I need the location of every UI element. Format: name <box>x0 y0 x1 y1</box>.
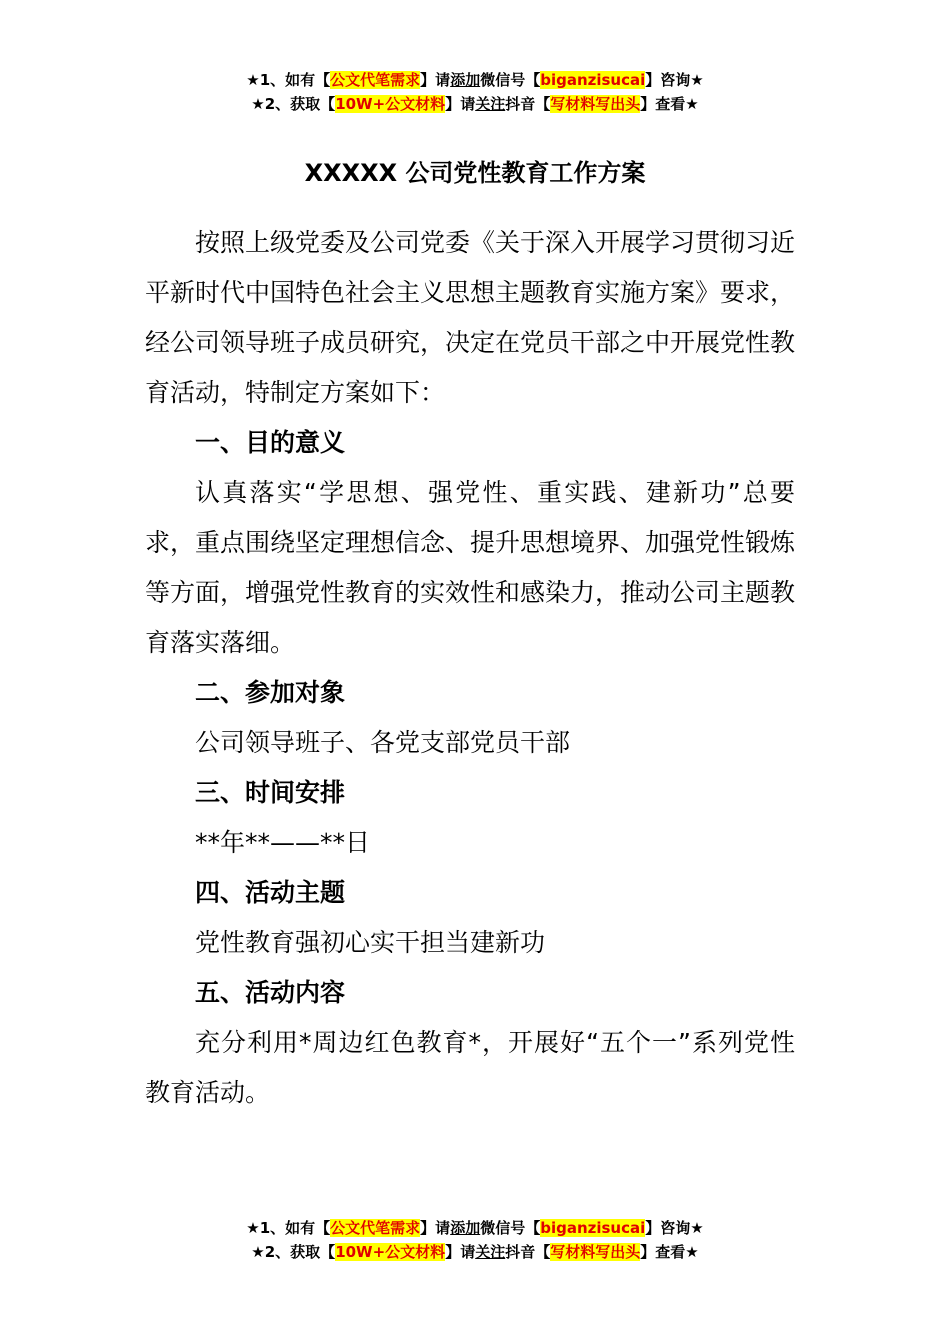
underlined-text: 关注 <box>475 95 506 113</box>
banner-text: 】请 <box>445 95 476 113</box>
banner-line-1 <box>0 68 950 92</box>
banner-text: ★2、获取【 <box>251 1243 336 1261</box>
highlight-materials: 10W+公文材料 <box>335 95 446 113</box>
document-title: XXXXX 公司党性教育工作方案 <box>304 159 646 187</box>
banner-text: 】请 <box>445 1243 476 1261</box>
section-paragraph: 公司领导班子、各党支部党员干部 <box>195 728 571 757</box>
section-heading: 三、时间安排 <box>195 778 346 807</box>
banner-text: 抖音【 <box>505 1243 551 1261</box>
section-paragraph: **年**——**日 <box>195 828 371 857</box>
banner-text: ★1、如有【 <box>246 1219 331 1237</box>
highlight-wechat-id: biganzisucai <box>540 1219 646 1237</box>
document-body <box>145 218 795 1118</box>
highlight-service: 公文代笔需求 <box>330 1219 421 1237</box>
underlined-text: 添加 <box>450 1219 481 1237</box>
banner-text: 】咨询★ <box>645 71 704 89</box>
banner-text: 】查看★ <box>640 1243 699 1261</box>
highlight-materials: 10W+公文材料 <box>335 1243 446 1261</box>
section-paragraph: 充分利用*周边红色教育*，开展好“五个一”系列党性教育活动。 <box>145 1028 795 1107</box>
highlight-service: 公文代笔需求 <box>330 71 421 89</box>
highlight-douyin-account: 写材料写出头 <box>550 1243 641 1261</box>
section-heading: 二、参加对象 <box>195 678 346 707</box>
banner-line-1 <box>0 1216 950 1240</box>
banner-text: 微信号【 <box>480 1219 541 1237</box>
highlight-wechat-id: biganzisucai <box>540 71 646 89</box>
banner-text: 】咨询★ <box>645 1219 704 1237</box>
section-heading: 四、活动主题 <box>195 878 346 907</box>
intro-paragraph: 按照上级党委及公司党委《关于深入开展学习贯彻习近平新时代中国特色社会主义思想主题教育实施方案》要求，经公司领导班子成员研究，决定在党员干部之中开展党性教育活动，特制定方案如下： <box>145 228 796 407</box>
section-heading: 五、活动内容 <box>195 978 346 1007</box>
banner-text: ★1、如有【 <box>246 71 331 89</box>
highlight-douyin-account: 写材料写出头 <box>550 95 641 113</box>
banner-text: ★2、获取【 <box>251 95 336 113</box>
banner-text: 】请 <box>420 71 451 89</box>
underlined-text: 添加 <box>450 71 481 89</box>
banner-text: 】请 <box>420 1219 451 1237</box>
banner-line-2 <box>0 92 950 116</box>
banner-line-2 <box>0 1240 950 1264</box>
section-heading: 一、目的意义 <box>195 428 346 457</box>
banner-text: 抖音【 <box>505 95 551 113</box>
section-paragraph: 党性教育强初心实干担当建新功 <box>195 928 546 957</box>
banner-text: 微信号【 <box>480 71 541 89</box>
header-banner <box>0 68 950 116</box>
underlined-text: 关注 <box>475 1243 506 1261</box>
footer-banner <box>0 1216 950 1264</box>
banner-text: 】查看★ <box>640 95 699 113</box>
section-paragraph: 认真落实“学思想、强党性、重实践、建新功”总要求，重点围绕坚定理想信念、提升思想境界、加强党性锻炼等方面，增强党性教育的实效性和感染力，推动公司主题教育落实落细。 <box>145 478 796 657</box>
